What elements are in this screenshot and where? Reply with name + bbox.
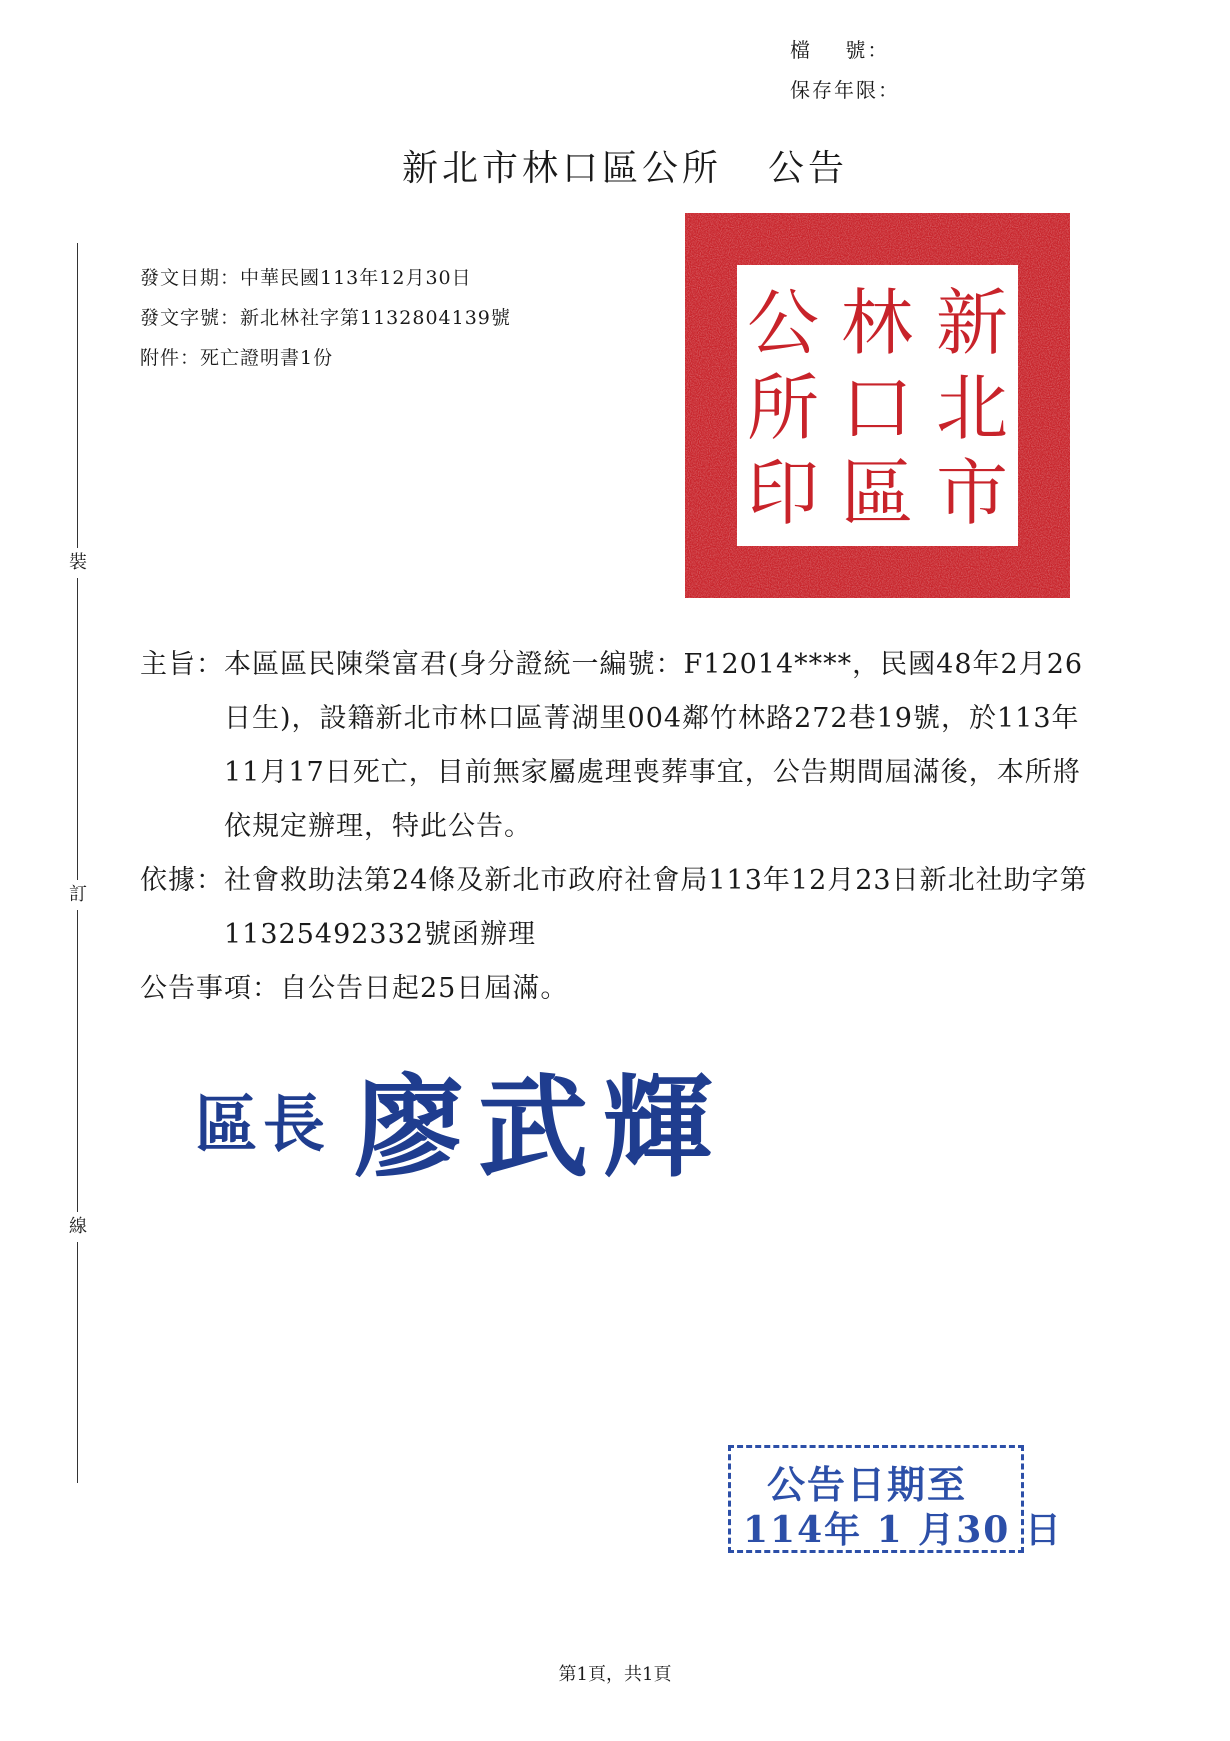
stamp-date: 114年 1 月30 日: [743, 1509, 1063, 1551]
file-number-label: 檔 號：: [790, 38, 890, 62]
document-number: 發文字號：新北林社字第1132804139號: [140, 307, 511, 329]
notice-text: 自公告日起25日屆滿。: [280, 973, 569, 1004]
stamp-title: 公告日期至: [767, 1462, 968, 1507]
seal-char: 林: [840, 281, 914, 365]
archive-info: [790, 30, 900, 110]
notice-label: 公告事項：: [140, 973, 280, 1004]
binding-mark-zhuang: 裝: [66, 548, 90, 578]
basis-paragraph: [140, 854, 1100, 962]
signature-block: [195, 1040, 726, 1198]
signatory-name: 廖武輝: [354, 1063, 727, 1192]
retention-period-label: 保存年限：: [790, 78, 900, 102]
binding-mark-ding: 訂: [66, 880, 90, 910]
issuing-office: 新北市林口區公所: [401, 148, 722, 189]
page-title: [0, 140, 1230, 191]
seal-char: 口: [840, 366, 914, 450]
seal-char: 新: [935, 281, 1009, 365]
announcement-body: [140, 638, 1100, 1016]
notice-paragraph: [140, 962, 1100, 1016]
document-type: 公告: [768, 148, 849, 189]
seal-char: 印: [746, 451, 820, 535]
issue-date: 發文日期：中華民國113年12月30日: [140, 267, 472, 289]
attachment: 附件：死亡證明書1份: [140, 347, 334, 369]
seal-char: 區: [840, 451, 914, 535]
subject-label: 主旨：: [140, 649, 224, 680]
binding-mark-xian: 線: [66, 1212, 90, 1242]
page-number: 第1頁，共1頁: [558, 1664, 672, 1685]
seal-char: 北: [935, 366, 1009, 450]
seal-char: 所: [746, 366, 820, 450]
basis-label: 依據：: [140, 865, 224, 896]
document-meta: [140, 258, 511, 378]
seal-char: 公: [746, 281, 820, 365]
binding-line: [77, 243, 78, 1483]
subject-text: 本區區民陳榮富君(身分證統一編號：F12014****，民國48年2月26日生)，設籍新北市林口區菁湖里004鄰竹林路272巷19號，於113年11月17日死亡，目前無家屬處理喪葬事宜，公告期間屆滿後，本所將依規定辦理，特此公告。: [224, 649, 1084, 842]
subject-paragraph: [140, 638, 1100, 854]
signatory-title: 區長: [195, 1087, 332, 1161]
seal-char: 市: [935, 451, 1009, 535]
basis-text: 社會救助法第24條及新北市政府社會局113年12月23日新北社助字第11325492332號函辦理: [224, 865, 1088, 950]
official-seal: [685, 213, 1070, 598]
announcement-period-stamp: [728, 1445, 1063, 1553]
